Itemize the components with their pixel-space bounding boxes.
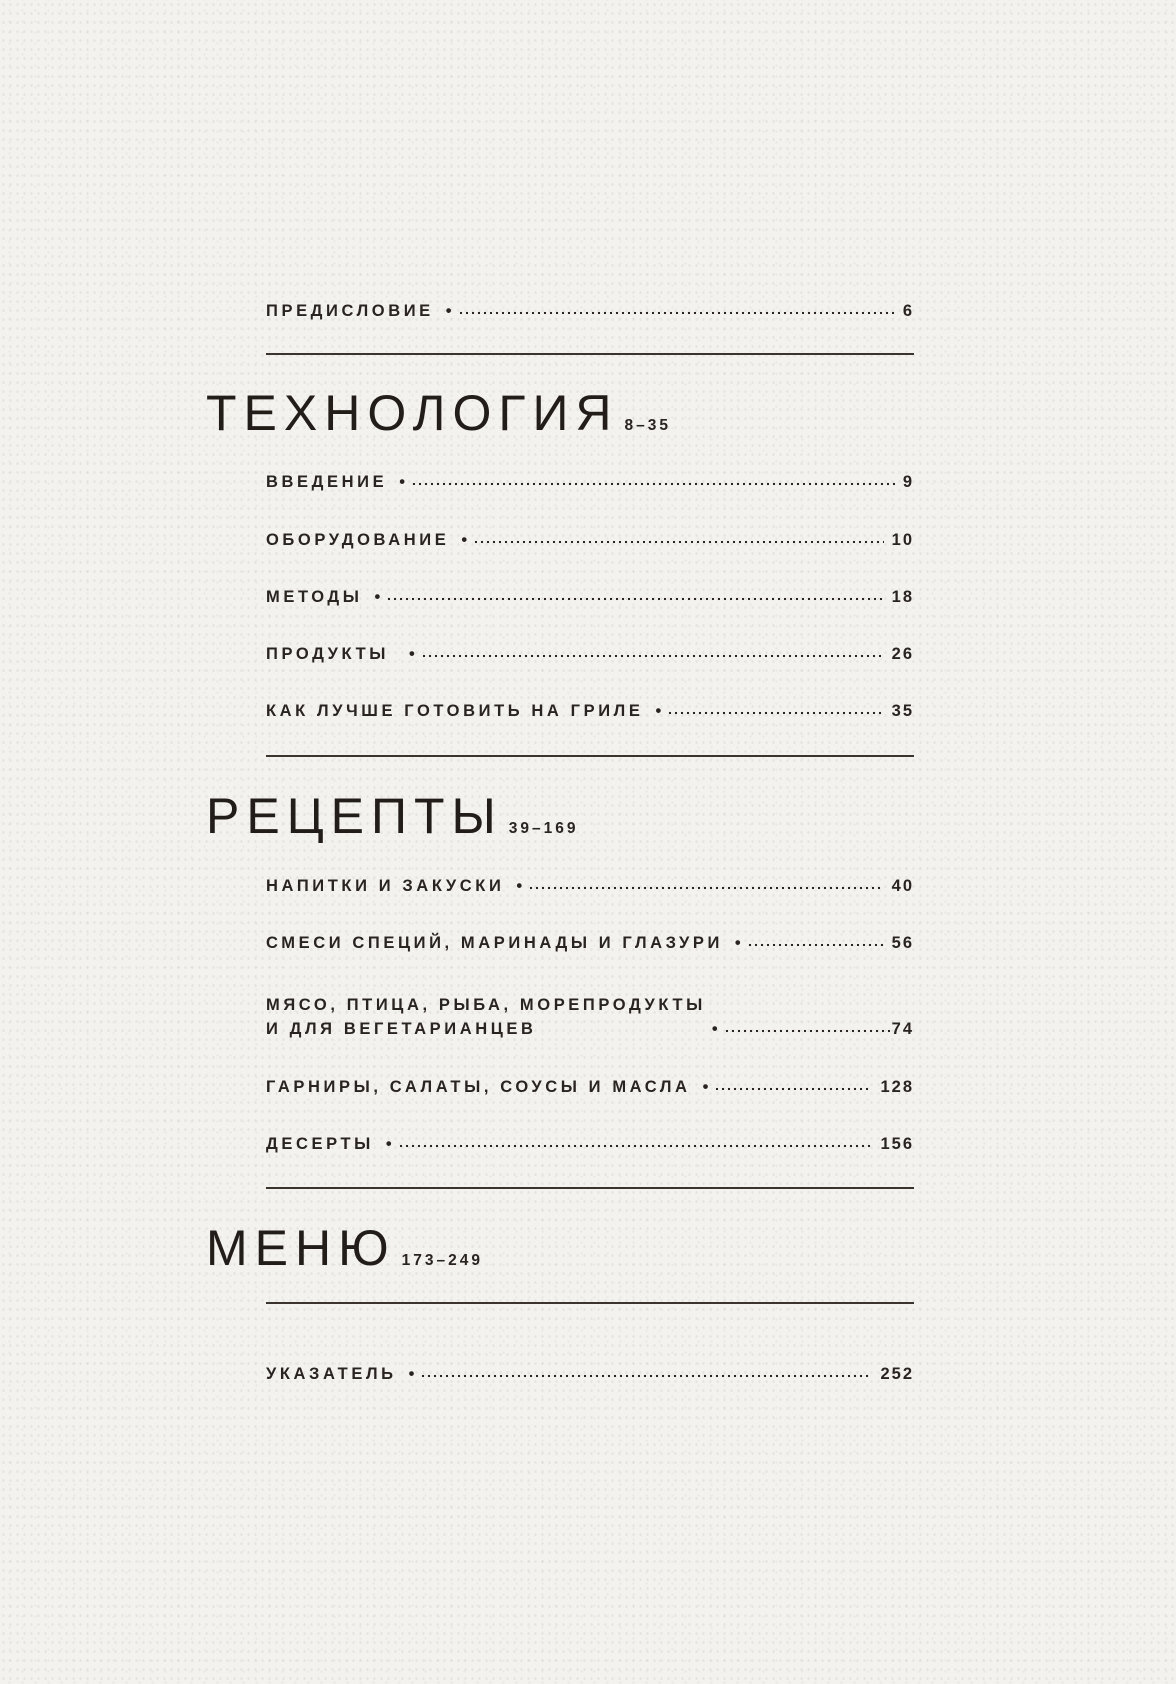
toc-entry-grilling[interactable] [266, 701, 914, 721]
toc-entry-index[interactable] [266, 1364, 914, 1384]
section-page-range: 173–249 [401, 1252, 483, 1269]
section-heading-recipes[interactable] [206, 788, 579, 844]
dot-leader [724, 1029, 890, 1033]
toc-entry-page: 252 [880, 1365, 914, 1383]
dot-leader [421, 654, 884, 658]
toc-entry-label: НАПИТКИ И ЗАКУСКИ [266, 877, 505, 895]
dot-leader [528, 886, 883, 890]
toc-entry-page: 35 [891, 702, 914, 720]
toc-entry-preface[interactable] [266, 301, 914, 321]
section-title: МЕНЮ [206, 1220, 396, 1276]
section-title: ТЕХНОЛОГИЯ [206, 385, 619, 441]
toc-entry-page: 6 [902, 302, 914, 320]
section-divider [266, 1302, 914, 1304]
bullet-icon: • [409, 645, 415, 663]
toc-entry-label: СМЕСИ СПЕЦИЙ, МАРИНАДЫ И ГЛАЗУРИ [266, 934, 723, 952]
dot-leader [411, 482, 895, 486]
section-page-range: 8–35 [624, 417, 671, 434]
toc-entry-label: ПРЕДИСЛОВИЕ [266, 302, 434, 320]
bullet-icon: • [461, 531, 468, 549]
toc-entry-spices-marinades[interactable] [266, 933, 914, 953]
toc-entry-equipment[interactable] [266, 530, 914, 550]
toc-entry-page: 9 [902, 473, 914, 491]
toc-entry-label: КАК ЛУЧШЕ ГОТОВИТЬ НА ГРИЛЕ [266, 702, 644, 720]
dot-leader [667, 711, 883, 715]
toc-entry-page: 156 [880, 1135, 914, 1153]
toc-entry-drinks-snacks[interactable] [266, 876, 914, 896]
toc-entry-label [266, 991, 706, 1039]
toc-entry-label-line1: МЯСО, ПТИЦА, РЫБА, МОРЕПРОДУКТЫ [266, 996, 706, 1014]
section-page-range: 39–169 [508, 820, 579, 837]
toc-entry-introduction[interactable] [266, 472, 914, 492]
toc-entry-page: 56 [891, 934, 914, 952]
toc-entry-page: 128 [880, 1078, 914, 1096]
dot-leader [458, 311, 895, 315]
section-heading-menu[interactable] [206, 1220, 483, 1276]
toc-entry-desserts[interactable] [266, 1134, 914, 1154]
section-divider [266, 1187, 914, 1189]
bullet-icon: • [385, 1135, 392, 1153]
dot-leader [420, 1374, 872, 1378]
toc-entry-page: 40 [891, 877, 914, 895]
toc-entry-meat-fish-vegetarian[interactable] [266, 991, 914, 1039]
section-heading-technology[interactable] [206, 385, 671, 441]
dot-leader [386, 597, 883, 601]
section-title: РЕЦЕПТЫ [206, 788, 503, 844]
toc-entry-sides-salads[interactable] [266, 1077, 914, 1097]
bullet-icon: • [408, 1365, 415, 1383]
bullet-icon: • [711, 1020, 718, 1038]
section-divider [266, 353, 914, 355]
toc-entry-page: 18 [891, 588, 914, 606]
bullet-icon: • [516, 877, 523, 895]
dot-leader [747, 943, 884, 947]
toc-entry-label: МЕТОДЫ [266, 588, 363, 606]
toc-entry-products[interactable] [266, 644, 914, 664]
bullet-icon: • [445, 302, 452, 320]
toc-entry-label: ДЕСЕРТЫ [266, 1135, 374, 1153]
toc-entry-label: УКАЗАТЕЛЬ [266, 1365, 397, 1383]
toc-entry-page: 74 [891, 1020, 914, 1038]
toc-entry-page: 10 [891, 531, 914, 549]
bullet-icon: • [655, 702, 662, 720]
dot-leader [473, 540, 884, 544]
toc-entry-label: ОБОРУДОВАНИЕ [266, 531, 450, 549]
bullet-icon: • [374, 588, 381, 606]
toc-entry-methods[interactable] [266, 587, 914, 607]
bullet-icon: • [734, 934, 741, 952]
toc-entry-label: ПРОДУКТЫ [266, 645, 389, 663]
dot-leader [398, 1144, 873, 1148]
toc-entry-label: ВВЕДЕНИЕ [266, 473, 388, 491]
toc-entry-label-line2: И ДЛЯ ВЕГЕТАРИАНЦЕВ [266, 1020, 537, 1038]
toc-entry-page: 26 [891, 645, 914, 663]
section-divider [266, 755, 914, 757]
bullet-icon: • [399, 473, 405, 491]
toc-entry-label: ГАРНИРЫ, САЛАТЫ, СОУСЫ И МАСЛА [266, 1078, 691, 1096]
dot-leader [714, 1087, 872, 1091]
bullet-icon: • [702, 1078, 709, 1096]
